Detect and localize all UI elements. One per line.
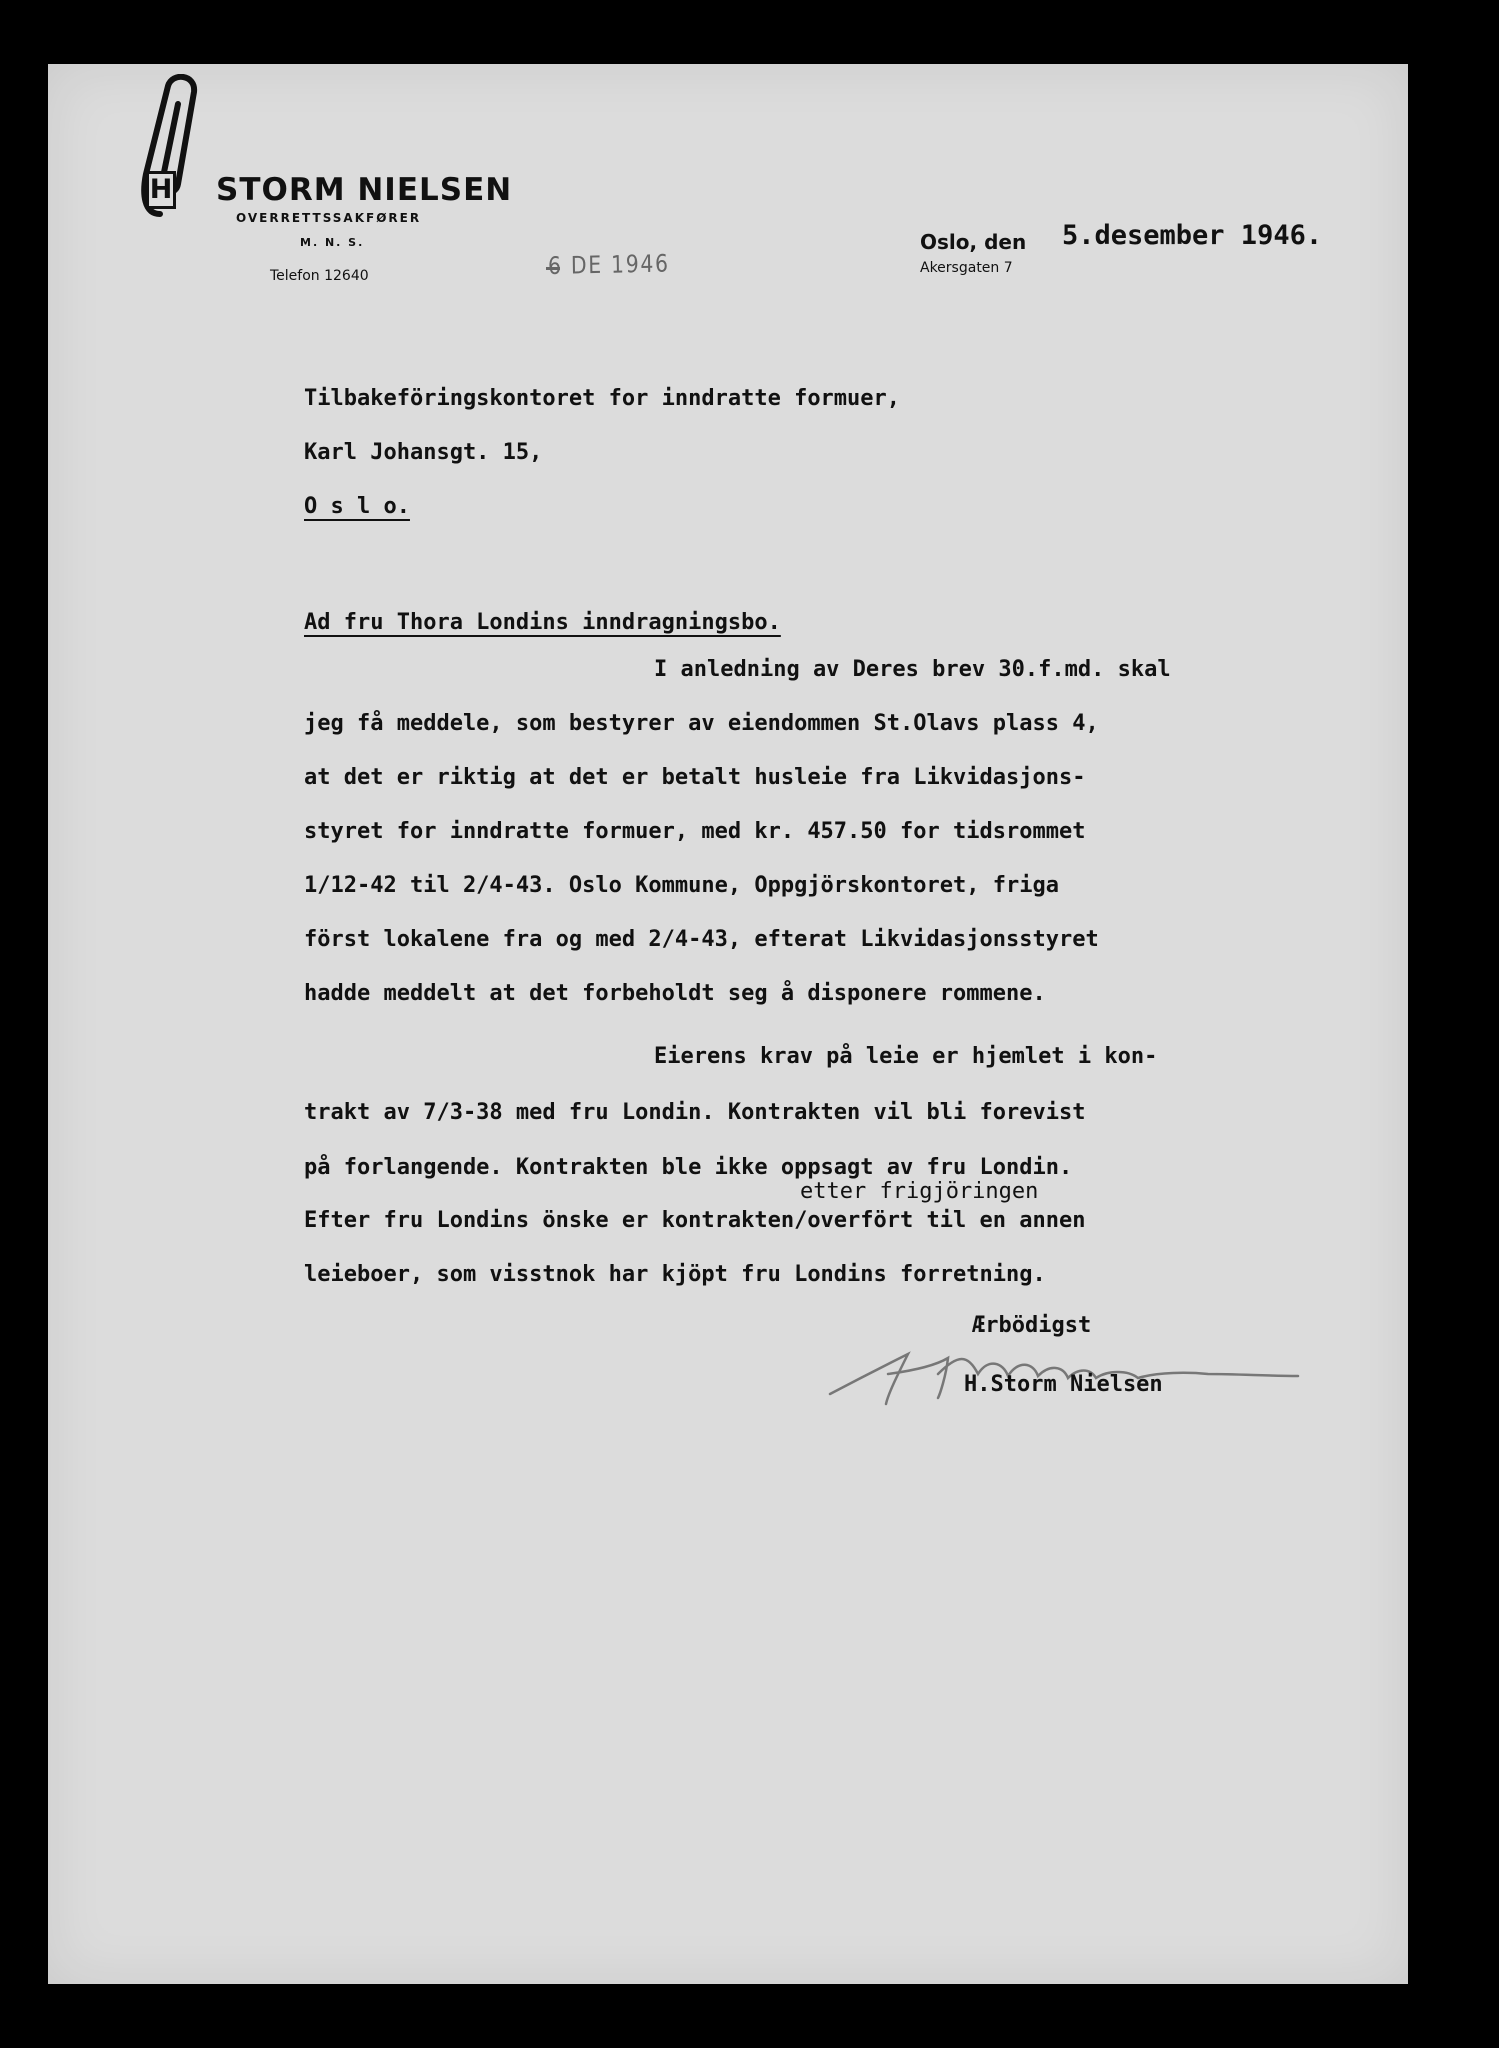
body-line: hadde meddelt at det forbeholdt seg å disponere rommene.	[304, 981, 1046, 1006]
body-line: trakt av 7/3-38 med fru Londin. Kontrakten vil bli forevist	[304, 1100, 1086, 1125]
letterhead-name: STORM NIELSEN	[216, 172, 513, 208]
body-line: på forlangende. Kontrakten ble ikke oppsagt av fru Londin.	[304, 1155, 1073, 1180]
body-line: Eierens krav på leie er hjemlet i kon-	[654, 1044, 1158, 1069]
recipient-line-3: O s l o.	[304, 494, 410, 519]
letterhead-mns: M. N. S.	[300, 236, 365, 249]
body-line: 1/12-42 til 2/4-43. Oslo Kommune, Oppgjörskontoret, friga	[304, 873, 1059, 898]
body-line: jeg få meddele, som bestyrer av eiendommen St.Olavs plass 4,	[304, 711, 1099, 736]
body-line: I anledning av Deres brev 30.f.md. skal	[654, 657, 1171, 682]
typed-name: H.Storm Nielsen	[964, 1372, 1163, 1397]
body-line: at det er riktig at det er betalt husleie fra Likvidasjons-	[304, 765, 1086, 790]
subject-line: Ad fru Thora Londins inndragningsbo.	[304, 610, 781, 635]
recipient-line-1: Tilbakeföringskontoret for inndratte formuer,	[304, 386, 901, 411]
closing-salutation: Ærbödigst	[972, 1313, 1092, 1338]
body-line: först lokalene fra og med 2/4-43, efterat Likvidasjonsstyret	[304, 927, 1099, 952]
body-line: leieboer, som visstnok har kjöpt fru Londins forretning.	[304, 1262, 1046, 1287]
dateline-city: Oslo, den	[920, 230, 1027, 254]
body-line: styret for inndratte formuer, med kr. 457.50 for tidsrommet	[304, 819, 1086, 844]
recipient-line-2: Karl Johansgt. 15,	[304, 440, 543, 465]
insertion-text: etter frigjöringen	[800, 1179, 1039, 1204]
letterhead-phone: Telefon 12640	[270, 268, 369, 284]
dateline-address: Akersgaten 7	[920, 260, 1013, 276]
letter-page	[48, 64, 1408, 1984]
letterhead-initial: H	[146, 171, 176, 209]
letter-date: 5.desember 1946.	[1062, 220, 1323, 251]
received-stamp: 6 DE 1946	[547, 249, 670, 280]
letterhead-title: OVERRETTSSAKFØRER	[236, 211, 422, 225]
body-line: Efter fru Londins önske er kontrakten/overfört til en annen	[304, 1208, 1086, 1233]
